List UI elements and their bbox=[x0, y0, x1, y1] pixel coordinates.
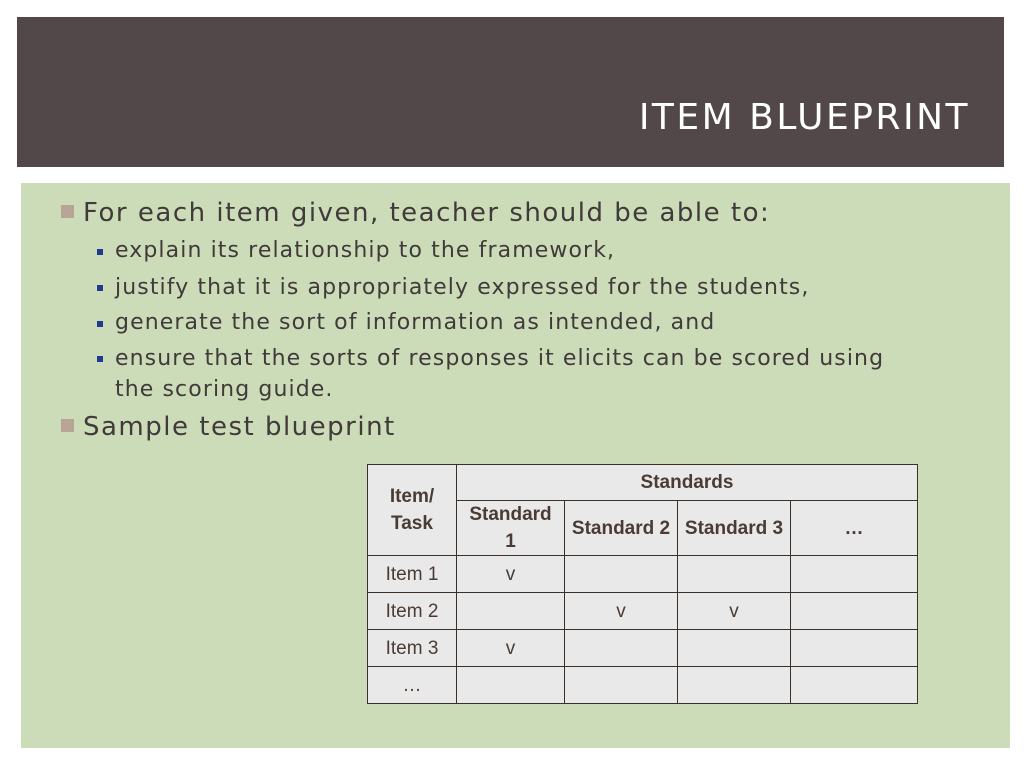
col-header-line-2: 1 bbox=[505, 531, 516, 552]
bullet-main-1: For each item given, teacher should be able to: bbox=[83, 198, 771, 228]
sub-bullet-square-icon bbox=[97, 356, 103, 362]
sub-bullet-1: explain its relationship to the framework, bbox=[115, 238, 616, 263]
table-cell bbox=[565, 667, 678, 704]
sub-bullet-4: ensure that the sorts of responses it elicits can be scored using bbox=[115, 346, 885, 371]
table-cell bbox=[678, 630, 791, 667]
table-cell bbox=[678, 667, 791, 704]
table-cell: v bbox=[457, 630, 565, 667]
blueprint-table bbox=[367, 464, 918, 704]
table-cell bbox=[791, 630, 918, 667]
table-cell bbox=[791, 593, 918, 630]
table-row bbox=[368, 593, 918, 630]
standards-group-header: Standards bbox=[457, 465, 918, 501]
sub-bullet-3: generate the sort of information as intended, and bbox=[115, 310, 716, 335]
col-header-standard-2: Standard 2 bbox=[565, 501, 678, 556]
sub-bullet-square-icon bbox=[97, 249, 103, 255]
table-cell bbox=[457, 667, 565, 704]
slide-title: ITEM BLUEPRINT bbox=[638, 97, 970, 138]
sub-bullet-square-icon bbox=[97, 321, 103, 327]
col-header-ellipsis: … bbox=[791, 501, 918, 556]
table-cell: v bbox=[565, 593, 678, 630]
sub-bullet-4-continuation: the scoring guide. bbox=[115, 377, 334, 402]
table-cell: v bbox=[678, 593, 791, 630]
corner-line-1: Item/ bbox=[389, 486, 435, 507]
row-label: Item 1 bbox=[368, 556, 457, 593]
title-bar bbox=[17, 17, 1004, 167]
row-label: … bbox=[368, 667, 457, 704]
table-cell: v bbox=[457, 556, 565, 593]
table-cell bbox=[791, 667, 918, 704]
corner-line-2: Task bbox=[391, 513, 433, 534]
table-cell bbox=[791, 556, 918, 593]
table-cell bbox=[678, 556, 791, 593]
sub-bullet-2: justify that it is appropriately expressed for the students, bbox=[115, 275, 810, 300]
row-label: Item 2 bbox=[368, 593, 457, 630]
col-header-standard-3: Standard 3 bbox=[678, 501, 791, 556]
col-header-line-1: Standard bbox=[469, 504, 552, 525]
table-cell bbox=[565, 556, 678, 593]
sub-bullet-square-icon bbox=[97, 285, 103, 291]
bullet-square-icon bbox=[61, 419, 74, 432]
bullet-main-2: Sample test blueprint bbox=[83, 412, 396, 442]
table-cell bbox=[457, 593, 565, 630]
table-cell bbox=[565, 630, 678, 667]
content-area bbox=[21, 183, 1010, 748]
table-corner-header bbox=[368, 465, 457, 556]
table-row bbox=[368, 556, 918, 593]
row-label: Item 3 bbox=[368, 630, 457, 667]
bullet-square-icon bbox=[61, 205, 74, 218]
table-row bbox=[368, 630, 918, 667]
table-row bbox=[368, 667, 918, 704]
col-header-standard-1 bbox=[457, 501, 565, 556]
